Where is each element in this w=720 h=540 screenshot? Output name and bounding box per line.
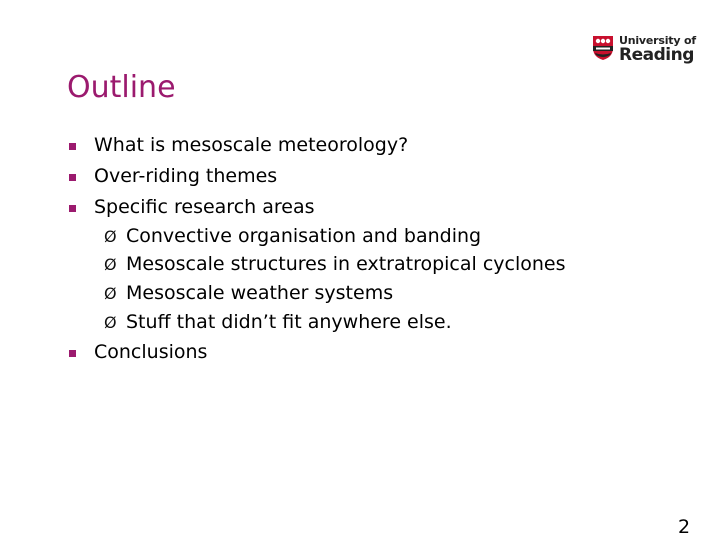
slide-title: Outline [67,70,176,105]
page-number: 2 [678,516,691,538]
sub-bullet-item: Mesoscale weather systems [126,282,394,304]
bullet-item: Over-riding themes [94,165,278,187]
sub-bullet-arrow-icon: Ø [104,313,117,332]
university-crest-icon [592,35,614,61]
sub-bullet-item: Mesoscale structures in extratropical cyclones [126,253,566,275]
logo-line-1: University of [619,34,696,47]
sub-bullet-item: Convective organisation and banding [126,225,482,247]
sub-bullet-arrow-icon: Ø [104,284,117,303]
logo-line-2: Reading [619,45,694,65]
bullet-marker [69,350,76,357]
bullet-marker [69,205,76,212]
bullet-marker [69,143,76,150]
bullet-item: Conclusions [94,341,208,363]
bullet-item: Specific research areas [94,196,315,218]
sub-bullet-arrow-icon: Ø [104,227,117,246]
bullet-marker [69,174,76,181]
sub-bullet-item: Stuff that didn’t fit anywhere else. [126,311,452,333]
university-logo [592,33,696,67]
bullet-item: What is mesoscale meteorology? [94,134,409,156]
sub-bullet-arrow-icon: Ø [104,255,117,274]
